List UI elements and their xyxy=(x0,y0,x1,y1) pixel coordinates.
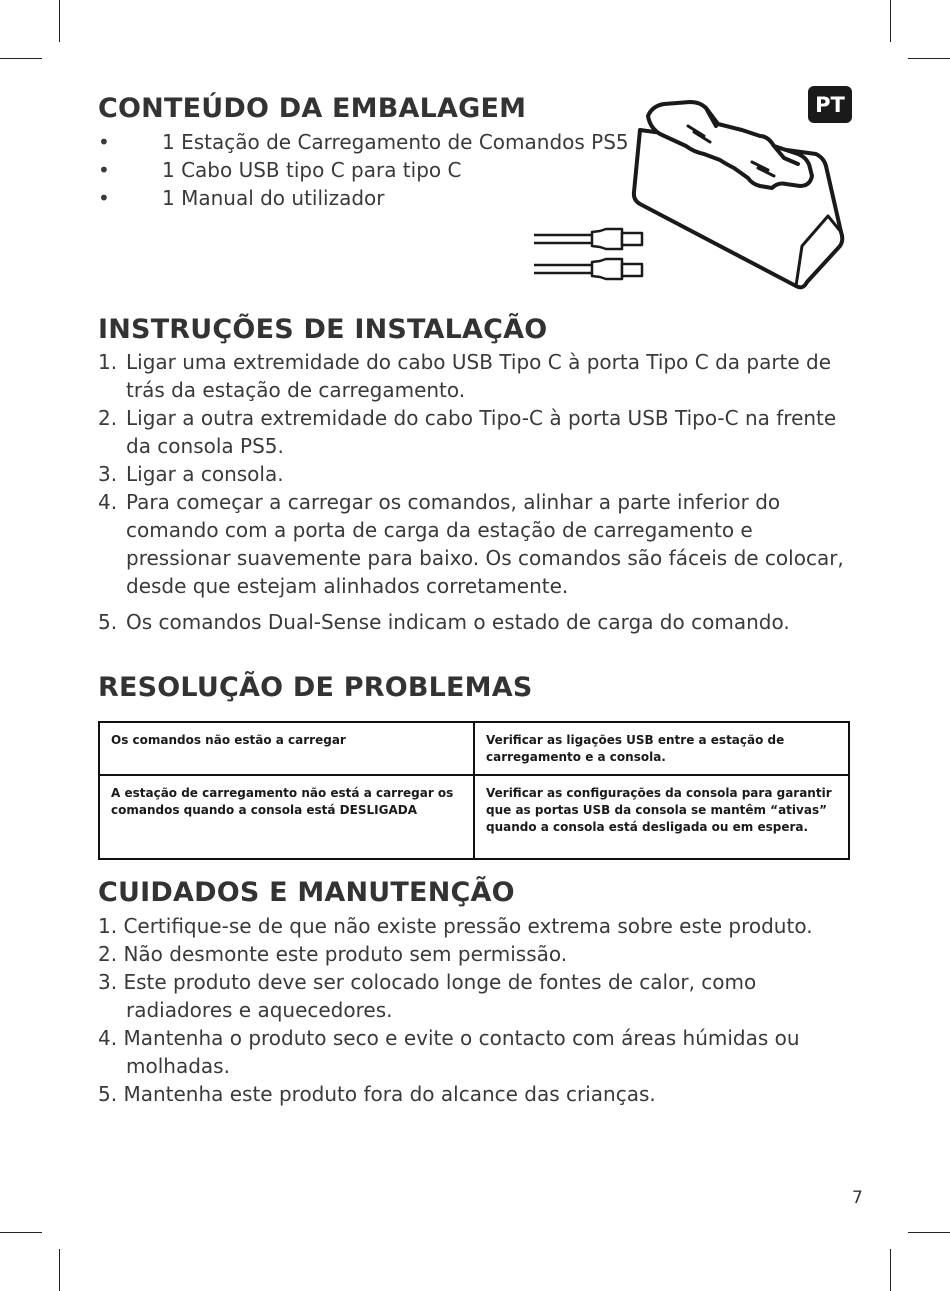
list-item: 2. Não desmonte este produto sem permissão. xyxy=(98,942,568,966)
crop-mark xyxy=(908,1232,950,1233)
crop-mark xyxy=(59,0,60,42)
table-row xyxy=(99,722,849,775)
table-row xyxy=(99,775,849,859)
step-text: Ligar uma extremidade do cabo USB Tipo C à porta Tipo C da parte de trás da estação de carregamento. xyxy=(126,350,832,402)
list-item xyxy=(98,488,858,600)
crop-mark xyxy=(59,1249,60,1291)
bullet: • xyxy=(98,130,110,154)
troubleshooting-table xyxy=(98,721,850,860)
troubleshooting-heading: RESOLUÇÃO DE PROBLEMAS xyxy=(98,672,533,703)
step-number: 3. xyxy=(98,462,118,486)
solution-cell: Verificar as configurações da consola para garantir que as portas USB da consola se mantêm “ativas” quando a consola está desligada ou em espera. xyxy=(474,775,849,859)
list-item-text: 1 Manual do utilizador xyxy=(162,186,385,210)
list-item: 5. Mantenha este produto fora do alcance das crianças. xyxy=(98,1082,656,1106)
installation-heading: INSTRUÇÕES DE INSTALAÇÃO xyxy=(98,314,548,345)
crop-mark xyxy=(908,58,950,59)
list-item-text: 1 Cabo USB tipo C para tipo C xyxy=(162,158,462,182)
step-text: Ligar a consola. xyxy=(126,462,284,486)
crop-mark xyxy=(0,58,42,59)
language-badge: PT xyxy=(808,86,852,123)
list-item xyxy=(98,348,858,404)
step-text: Para começar a carregar os comandos, alinhar a parte inferior do comando com a porta de carga da estação de carregamento e pressionar suavemente para baixo. Os comandos são fáceis de colocar, desde que estejam alinhados corretamente. xyxy=(126,490,844,598)
page-number: 7 xyxy=(852,1188,863,1208)
list-item: 3. Este produto deve ser colocado longe de fontes de calor, como radiadores e aquecedores. xyxy=(98,970,757,1022)
care-list xyxy=(98,912,858,1108)
crop-mark xyxy=(890,0,891,42)
step-text: Os comandos Dual-Sense indicam o estado de carga do comando. xyxy=(126,610,790,634)
crop-mark xyxy=(890,1249,891,1291)
problem-cell: A estação de carregamento não está a carregar os comandos quando a consola está DESLIGADA xyxy=(99,775,474,859)
list-item xyxy=(98,404,858,460)
crop-mark xyxy=(0,1232,42,1233)
bullet: • xyxy=(98,186,110,210)
package-contents-heading: CONTEÚDO DA EMBALAGEM xyxy=(98,93,527,124)
bullet: • xyxy=(98,158,110,182)
charging-dock-icon xyxy=(634,102,842,287)
step-number: 5. xyxy=(98,610,118,634)
list-item: 4. Mantenha o produto seco e evite o contacto com áreas húmidas ou molhadas. xyxy=(98,1026,800,1078)
list-item xyxy=(98,608,858,636)
problem-cell: Os comandos não estão a carregar xyxy=(99,722,474,775)
step-number: 1. xyxy=(98,350,118,374)
charging-station-illustration xyxy=(528,96,850,294)
step-number: 2. xyxy=(98,406,118,430)
care-heading: CUIDADOS E MANUTENÇÃO xyxy=(98,877,515,908)
list-item: 1. Certifique-se de que não existe pressão extrema sobre este produto. xyxy=(98,914,813,938)
step-text: Ligar a outra extremidade do cabo Tipo-C à porta USB Tipo-C na frente da consola PS5. xyxy=(126,406,837,458)
installation-steps xyxy=(98,348,858,636)
list-item-text: 1 Estação de Carregamento de Comandos PS5 xyxy=(162,130,629,154)
list-item xyxy=(98,460,858,488)
usb-cable-icon xyxy=(534,229,642,279)
solution-cell: Verificar as ligações USB entre a estação de carregamento e a consola. xyxy=(474,722,849,775)
step-number: 4. xyxy=(98,490,118,514)
